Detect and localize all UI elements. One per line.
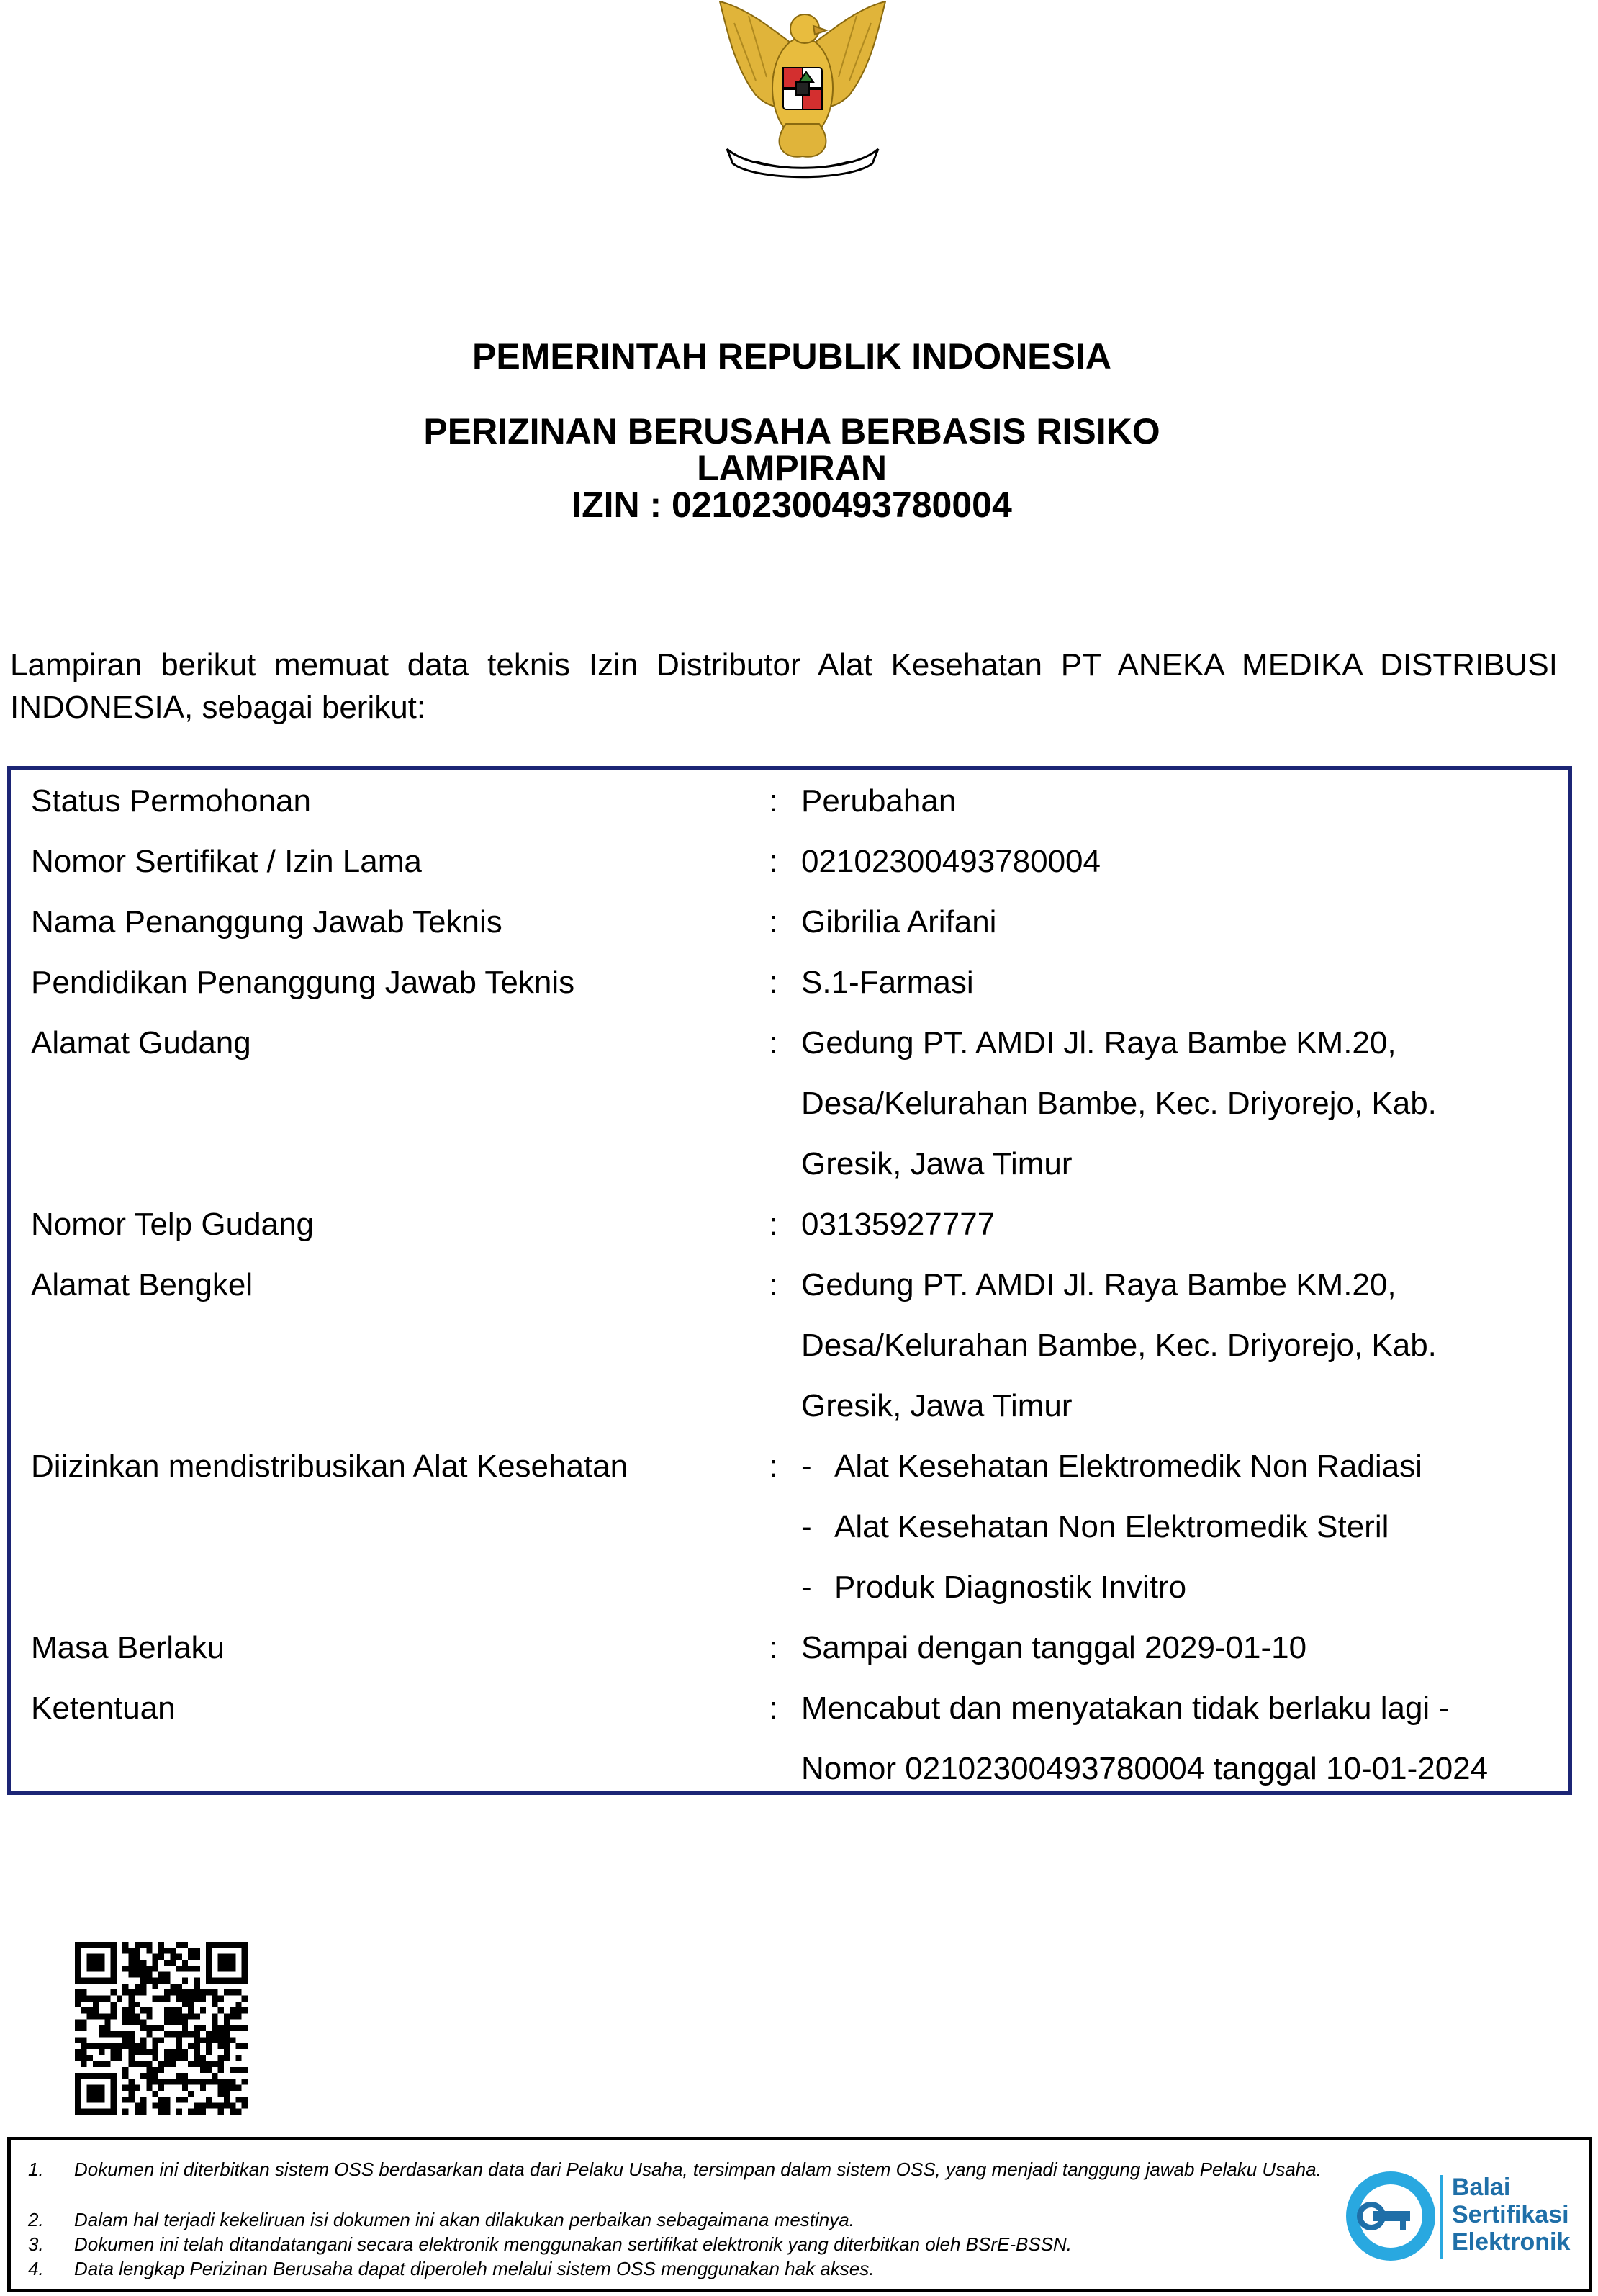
row-colon: : (769, 1207, 778, 1242)
bsre-logo-text: Balai Sertifikasi Elektronik (1452, 2174, 1571, 2256)
value-line: Sampai dengan tanggal 2029-01-10 (801, 1630, 1307, 1665)
row-colon: : (769, 1691, 778, 1726)
row-value (801, 953, 1564, 1013)
row-label: Masa Berlaku (31, 1630, 225, 1665)
list-item: - Alat Kesehatan Elektromedik Non Radiasi (801, 1449, 1422, 1484)
technical-data-table (7, 766, 1572, 1795)
value-line: S.1-Farmasi (801, 965, 974, 1000)
table-row (11, 1678, 1568, 1799)
table-row (11, 1436, 1568, 1618)
header-government-title: PEMERINTAH REPUBLIK INDONESIA (471, 336, 1111, 377)
row-colon: : (769, 904, 778, 940)
value-line: Gresik, Jawa Timur (801, 1146, 1073, 1181)
value-line: Gresik, Jawa Timur (801, 1388, 1073, 1423)
value-line: Mencabut dan menyatakan tidak berlaku lagi - (801, 1691, 1450, 1726)
table-row (11, 832, 1568, 892)
garuda-emblem-icon (705, 1, 900, 181)
header-attachment-label: LAMPIRAN (697, 448, 887, 488)
bsre-key-icon (1337, 2162, 1445, 2270)
row-label: Ketentuan (31, 1691, 176, 1726)
value-line: 03135927777 (801, 1207, 996, 1242)
qr-code-icon (75, 1942, 248, 2115)
header-permit-type: PERIZINAN BERUSAHA BERBASIS RISIKO (423, 411, 1160, 451)
row-value (801, 1618, 1564, 1678)
intro-paragraph: Lampiran berikut memuat data teknis Izin Distributor Alat Kesehatan PT ANEKA MEDIKA DISTRIBUSI INDONESIA, sebagai berikut: (10, 647, 1558, 725)
row-value (801, 832, 1564, 892)
row-colon: : (769, 1630, 778, 1665)
table-row (11, 1618, 1568, 1678)
row-label: Alamat Bengkel (31, 1267, 253, 1302)
row-colon: : (769, 1449, 778, 1484)
table-row (11, 1255, 1568, 1436)
table-row (11, 953, 1568, 1013)
value-line: Desa/Kelurahan Bambe, Kec. Driyorejo, Kab. (801, 1086, 1437, 1121)
row-label: Status Permohonan (31, 783, 311, 819)
value-line: Desa/Kelurahan Bambe, Kec. Driyorejo, Kab. (801, 1328, 1437, 1363)
value-line: Perubahan (801, 783, 957, 819)
row-colon: : (769, 1267, 778, 1302)
row-value (801, 1194, 1564, 1255)
row-label: Nomor Sertifikat / Izin Lama (31, 844, 422, 879)
value-line: Gedung PT. AMDI Jl. Raya Bambe KM.20, (801, 1025, 1396, 1061)
list-item: - Produk Diagnostik Invitro (801, 1570, 1187, 1605)
table-row (11, 1194, 1568, 1255)
row-label: Diizinkan mendistribusikan Alat Kesehatan (31, 1449, 628, 1484)
row-label: Pendidikan Penanggung Jawab Teknis (31, 965, 575, 1000)
row-value (801, 771, 1564, 832)
row-label: Nomor Telp Gudang (31, 1207, 314, 1242)
value-line: Gibrilia Arifani (801, 904, 997, 940)
row-value (801, 1255, 1564, 1436)
row-value (801, 1013, 1564, 1194)
row-colon: : (769, 783, 778, 819)
row-label: Alamat Gudang (31, 1025, 251, 1061)
row-colon: : (769, 965, 778, 1000)
row-value (801, 892, 1564, 953)
value-line: Gedung PT. AMDI Jl. Raya Bambe KM.20, (801, 1267, 1396, 1302)
row-value (801, 1678, 1564, 1799)
row-value (801, 1436, 1564, 1618)
value-line: Nomor 02102300493780004 tanggal 10-01-2024 (801, 1751, 1489, 1786)
row-colon: : (769, 1025, 778, 1061)
list-item: - Alat Kesehatan Non Elektromedik Steril (801, 1509, 1389, 1544)
bsre-logo (1337, 2162, 1589, 2270)
footer-notes-box: 1. Dokumen ini diterbitkan sistem OSS berdasarkan data dari Pelaku Usaha, tersimpan dalam sistem OSS, yang menjadi tanggung jawab Pelaku Usaha. 2. Dalam hal terjadi kekeliruan isi dokumen ini akan dilakukan perbaikan sebagaimana mestinya. 3. Dokumen ini telah ditandatangani secara elektronik menggunakan sertifikat elektronik yang diterbitkan oleh BSrE-BSSN. 4. Data lengkap Perizinan Berusaha dapat diperoleh melalui sistem OSS menggunakan hak akses. Balai Sertifikasi Elektronik (7, 2137, 1592, 2292)
header-permit-number: IZIN : 02102300493780004 (572, 485, 1012, 525)
table-row (11, 771, 1568, 832)
value-line: 02102300493780004 (801, 844, 1101, 879)
table-row (11, 1013, 1568, 1194)
table-row (11, 892, 1568, 953)
row-colon: : (769, 844, 778, 879)
row-label: Nama Penanggung Jawab Teknis (31, 904, 502, 940)
